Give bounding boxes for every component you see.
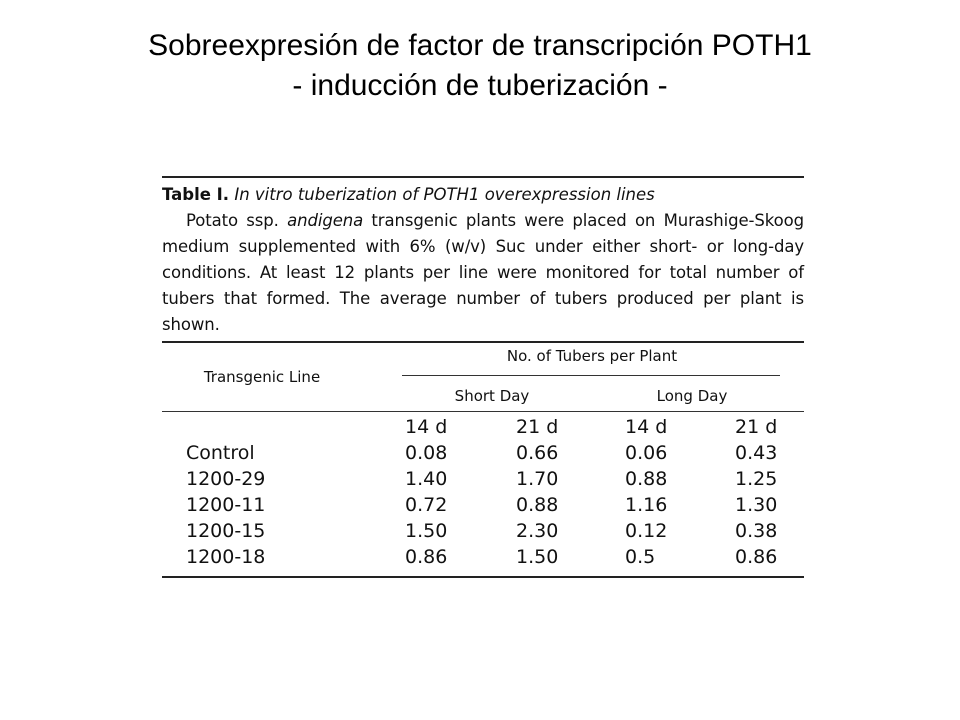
value-cell: 1.40 (405, 468, 448, 490)
line-cell: 1200-29 (186, 468, 266, 490)
value-cell: 1.50 (405, 520, 448, 542)
header-group-rule (402, 375, 780, 376)
value-cell: 0.38 (735, 520, 778, 542)
header-tubers-per-plant: No. of Tubers per Plant (506, 347, 678, 365)
value-cell: 1.16 (625, 494, 668, 516)
table-row (162, 466, 804, 492)
table-row (162, 518, 804, 544)
table-row (162, 440, 804, 466)
value-cell: 1.25 (735, 468, 778, 490)
value-cell: 0.66 (516, 442, 559, 464)
day-cell: 21 d (735, 416, 778, 438)
legend-text-1: Potato ssp. (186, 211, 288, 230)
line-cell: Control (186, 442, 255, 464)
value-cell: 0.72 (405, 494, 448, 516)
table-label: Table I. (162, 185, 230, 204)
slide-title-line-1: Sobreexpresión de factor de transcripción POTH1 (148, 29, 812, 62)
header-short-day: Short Day (454, 387, 530, 405)
table-row (162, 492, 804, 518)
table-caption (162, 178, 804, 208)
line-cell: 1200-15 (186, 520, 266, 542)
value-cell: 0.86 (405, 546, 448, 568)
bottom-rule (162, 576, 804, 578)
table-body (162, 412, 804, 576)
days-row (162, 414, 804, 440)
value-cell: 0.88 (625, 468, 668, 490)
table-title: In vitro tuberization of POTH1 overexpression lines (234, 185, 655, 204)
value-cell: 0.86 (735, 546, 778, 568)
header-long-day: Long Day (656, 387, 728, 405)
slide-title-line-2: - inducción de tuberización - (292, 69, 668, 102)
day-cell: 14 d (405, 416, 448, 438)
value-cell: 0.08 (405, 442, 448, 464)
value-cell: 0.06 (625, 442, 668, 464)
slide-title (0, 26, 960, 106)
value-cell: 1.50 (516, 546, 559, 568)
table-header (162, 343, 804, 411)
day-cell: 14 d (625, 416, 668, 438)
table-figure (162, 176, 804, 578)
value-cell: 0.5 (625, 546, 656, 568)
value-cell: 2.30 (516, 520, 559, 542)
line-cell: 1200-18 (186, 546, 266, 568)
table-row (162, 544, 804, 570)
day-cell: 21 d (516, 416, 559, 438)
line-cell: 1200-11 (186, 494, 266, 516)
value-cell: 1.70 (516, 468, 559, 490)
header-transgenic-line: Transgenic Line (203, 368, 321, 386)
legend-text-2: transgenic plants were placed on Murashige-Skoog medium supplemented with 6% (w/v) Suc under either short- or long-day conditions. At least 12 plants per line were monitored for total number of tubers that formed. The average number of tubers produced per plant is shown. (162, 211, 804, 334)
legend-italic: andigena (287, 211, 364, 230)
value-cell: 0.12 (625, 520, 668, 542)
value-cell: 1.30 (735, 494, 778, 516)
value-cell: 0.88 (516, 494, 559, 516)
value-cell: 0.43 (735, 442, 778, 464)
table-legend (162, 208, 804, 341)
